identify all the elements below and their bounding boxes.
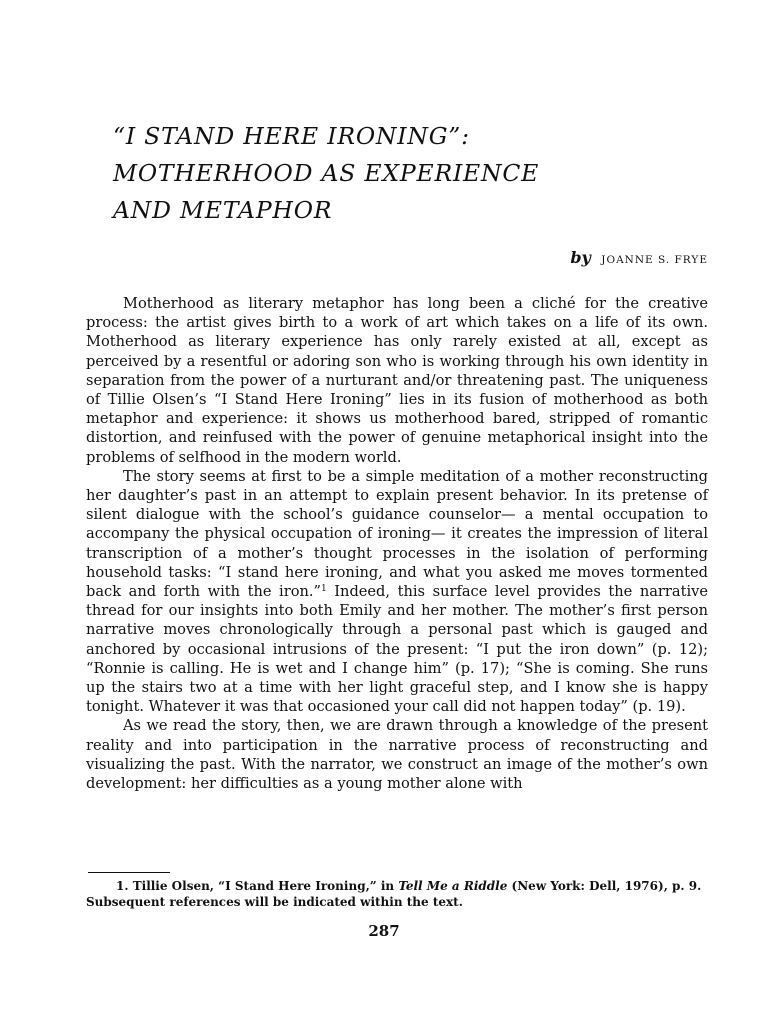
- paragraph-1: Motherhood as literary metaphor has long been a cliché for the creative process: the artist gives birth to a work of art which takes on a life of its own. Motherhood as literary experience has only rarely existed at all, except as perceived by a resentful or adoring son who is working through his own identity in separation from the power of a nurturant and/or threatening past. The uniqueness of Tillie Olsen’s “I Stand Here Ironing” lies in its fusion of motherhood as both metaphor and experience: it shows us motherhood bared, stripped of romantic distortion, and reinfused with the power of genuine metaphorical insight into the problems of selfhood in the modern world.: [86, 295, 708, 466]
- footnote-reference: 1: [320, 584, 327, 595]
- footnote-divider: [88, 872, 170, 873]
- page-number: 287: [368, 922, 400, 940]
- title-line-1: “I STAND HERE IRONING”:: [113, 122, 470, 150]
- paragraph-3: As we read the story, then, we are drawn through a knowledge of the present reality and into participation in the narrative process of reconstructing and visualizing the past. With the narrator, we construct an image of the mother’s own development: her difficulties as a young mother alone with: [86, 717, 708, 793]
- paragraph-2-part-1: The story seems at first to be a simple meditation of a mother reconstructing her daughter’s past in an attempt to explain present behavior. In its pretense of silent dialogue with the school’s guidance counselor— a mental occupation to accompany the physical occupation of ironing— it creates the impression of literal transcription of a mother’s thought processes in the isolation of performing household tasks: “I stand here ironing, and what you asked me moves tormented back and forth with the iron.”: [86, 467, 708, 601]
- author-name: JOANNE S. FRYE: [601, 254, 708, 266]
- byline: [570, 248, 708, 267]
- footnote: [86, 878, 708, 910]
- title-line-3: AND METAPHOR: [113, 196, 333, 224]
- paragraph-2: [86, 467, 708, 717]
- byline-by: by: [570, 248, 591, 267]
- footnote-suffix: (New York: Dell, 1976), p. 9. Subsequent references will be indicated within the text.: [86, 879, 702, 909]
- title-line-2: MOTHERHOOD AS EXPERIENCE: [113, 159, 540, 187]
- article-title: [113, 118, 713, 229]
- paragraph-2-part-2: Indeed, this surface level provides the narrative thread for our insights into both Emily and her mother. The mother’s first person narrative moves chronologically through a personal past which is gauged and anchored by occasional intrusions of the present: “I put the iron down” (p. 12); “Ronnie is calling. He is wet and I change him” (p. 17); “She is coming. She runs up the stairs two at a time with her light graceful step, and I know she is happy tonight. Whatever it was that occasioned your call did not happen today” (p. 19).: [86, 583, 708, 716]
- footnote-prefix: 1. Tillie Olsen, “I Stand Here Ironing,” in: [116, 879, 399, 893]
- article-body: [86, 294, 708, 793]
- footnote-book-title: Tell Me a Riddle: [398, 879, 508, 893]
